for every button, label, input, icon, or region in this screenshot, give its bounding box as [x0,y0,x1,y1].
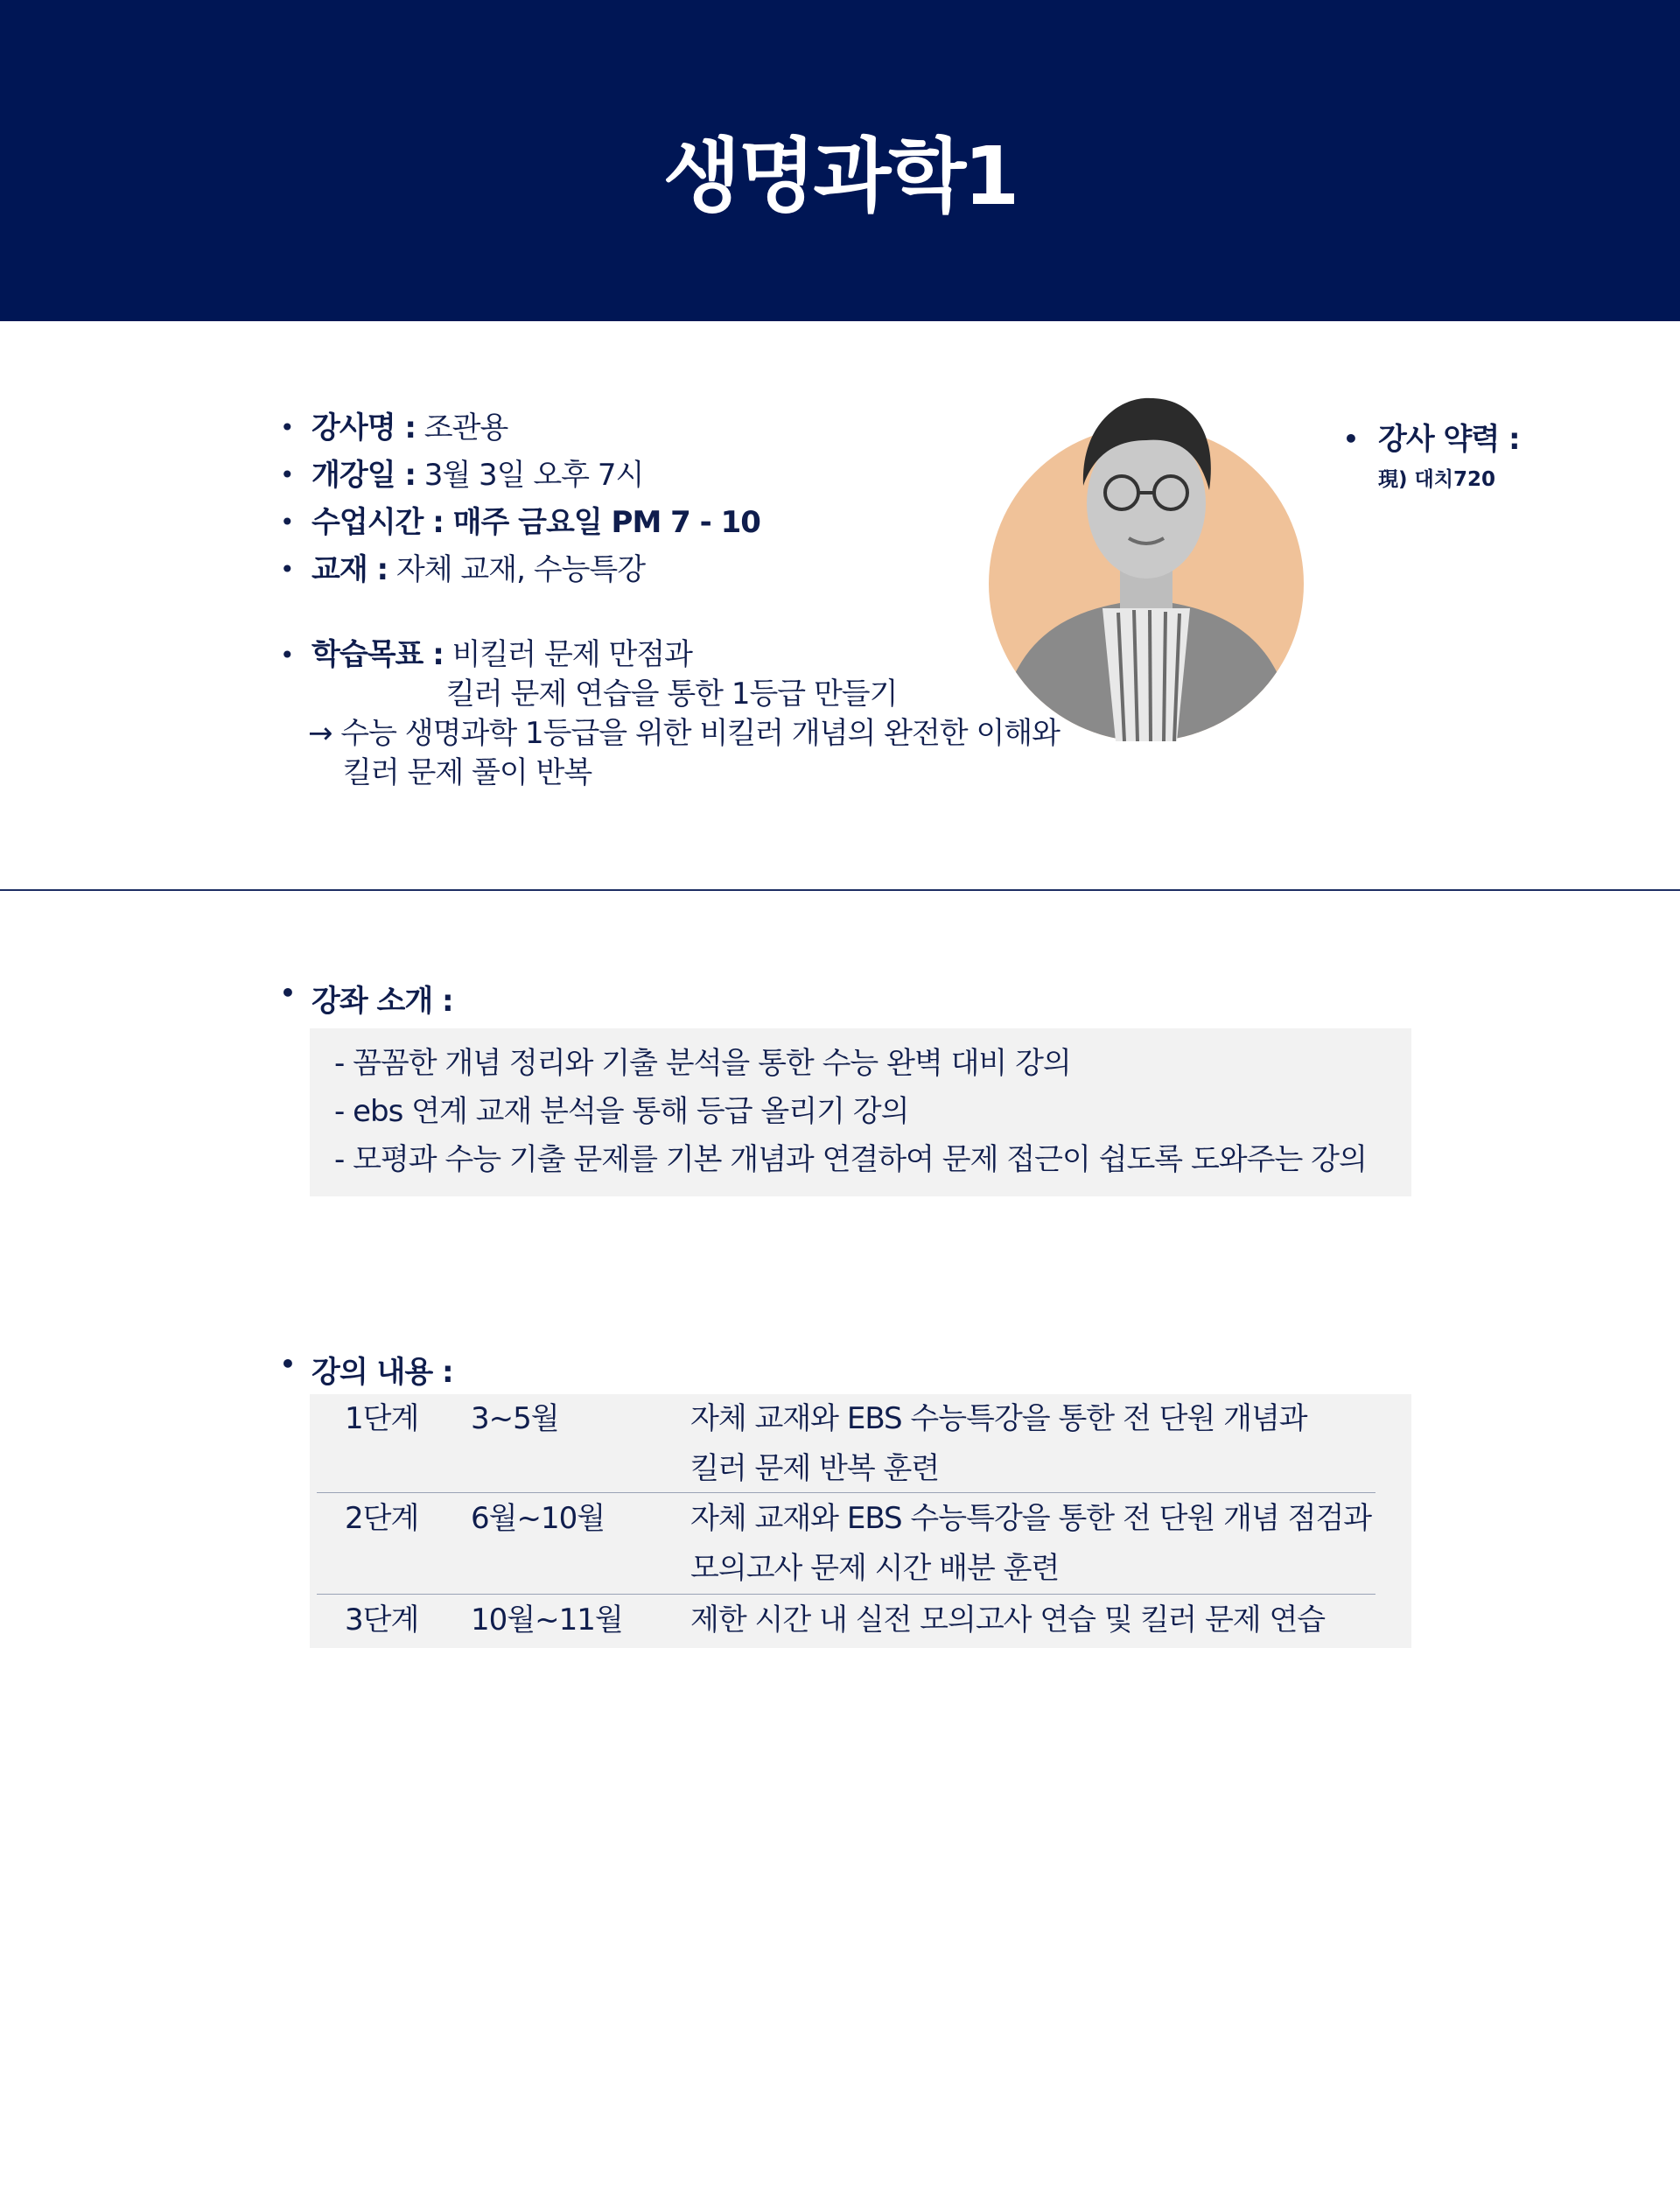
period-cell: 10월~11월 [471,1602,623,1637]
stage-cell: 1단계 [345,1401,419,1436]
table-row [317,1595,1376,1648]
goal-text: 비킬러 문제 만점과 [443,637,692,672]
bullet-icon: • [280,641,294,670]
career-label: 강사 약력 : [1378,422,1520,457]
bullet-icon: • [280,413,294,442]
goal-text: → 수능 생명과학 1등급을 위한 비킬러 개념의 완전한 이해와 [308,716,1060,751]
intro-line: - ebs 연계 교재 분석을 통해 등급 올리기 강의 [334,1094,909,1129]
stage-cell: 2단계 [345,1501,419,1536]
goal-text: 킬러 문제 풀이 반복 [343,755,592,790]
desc-cell: 모의고사 문제 시간 배분 훈련 [690,1551,1060,1586]
instructor-career [1343,417,1520,492]
table-row [317,1394,1376,1492]
goal-text: 킬러 문제 연습을 통한 1등급 만들기 [446,677,898,712]
schedule-label: 수업시간 : [312,505,444,540]
instructor-value: 조관용 [415,410,508,445]
start-date-item [280,452,760,499]
schedule-item [280,499,760,546]
table-row [317,1494,1376,1594]
row-separator [317,1594,1376,1595]
schedule-value: 매주 금요일 PM 7 - 10 [443,505,760,540]
desc-cell: 제한 시간 내 실전 모의고사 연습 및 킬러 문제 연습 [690,1602,1326,1637]
page-title: 생명과학1 [662,130,1018,223]
desc-cell: 자체 교재와 EBS 수능특강을 통한 전 단원 개념과 [690,1401,1307,1436]
intro-line: - 모평과 수능 기출 문제를 기본 개념과 연결하여 문제 접근이 쉽도록 도와주는 강의 [334,1142,1367,1177]
intro-label: 강좌 소개 : [312,984,453,1019]
instructor-item [280,404,760,452]
row-separator [317,1492,1376,1493]
goal-label: 학습목표 : [312,637,444,672]
instructor-photo [989,389,1304,741]
bullet-icon: • [280,1350,295,1378]
learning-goal [280,635,1060,793]
content-heading [280,1348,453,1391]
career-item [1343,417,1520,461]
bullet-icon: • [1343,424,1358,453]
curriculum-table [310,1394,1411,1648]
textbook-value: 자체 교재, 수능특강 [388,552,646,587]
stage-cell: 3단계 [345,1602,419,1637]
desc-cell: 자체 교재와 EBS 수능특강을 통한 전 단원 개념 점검과 [690,1501,1372,1536]
desc-cell: 킬러 문제 반복 훈련 [690,1451,940,1486]
textbook-label: 교재 : [312,552,388,587]
textbook-item [280,546,760,593]
intro-line: - 꼼꼼한 개념 정리와 기출 분석을 통한 수능 완벽 대비 강의 [334,1046,1071,1081]
course-info-list [280,404,760,593]
bullet-icon: • [280,555,294,584]
goal-line [280,635,1060,675]
start-date-label: 개강일 : [312,458,416,493]
bullet-icon: • [280,508,294,536]
page-header [0,0,1680,321]
intro-box [310,1028,1411,1196]
section-divider [0,889,1680,891]
intro-heading [280,977,453,1020]
instructor-label: 강사명 : [312,410,416,445]
start-date-value: 3월 3일 오후 7시 [415,458,644,493]
content-label: 강의 내용 : [312,1355,453,1390]
career-entry: 現) 대치720 [1378,468,1495,491]
bullet-icon: • [280,978,295,1007]
period-cell: 6월~10월 [471,1501,606,1536]
period-cell: 3~5월 [471,1401,559,1436]
bullet-icon: • [280,460,294,489]
